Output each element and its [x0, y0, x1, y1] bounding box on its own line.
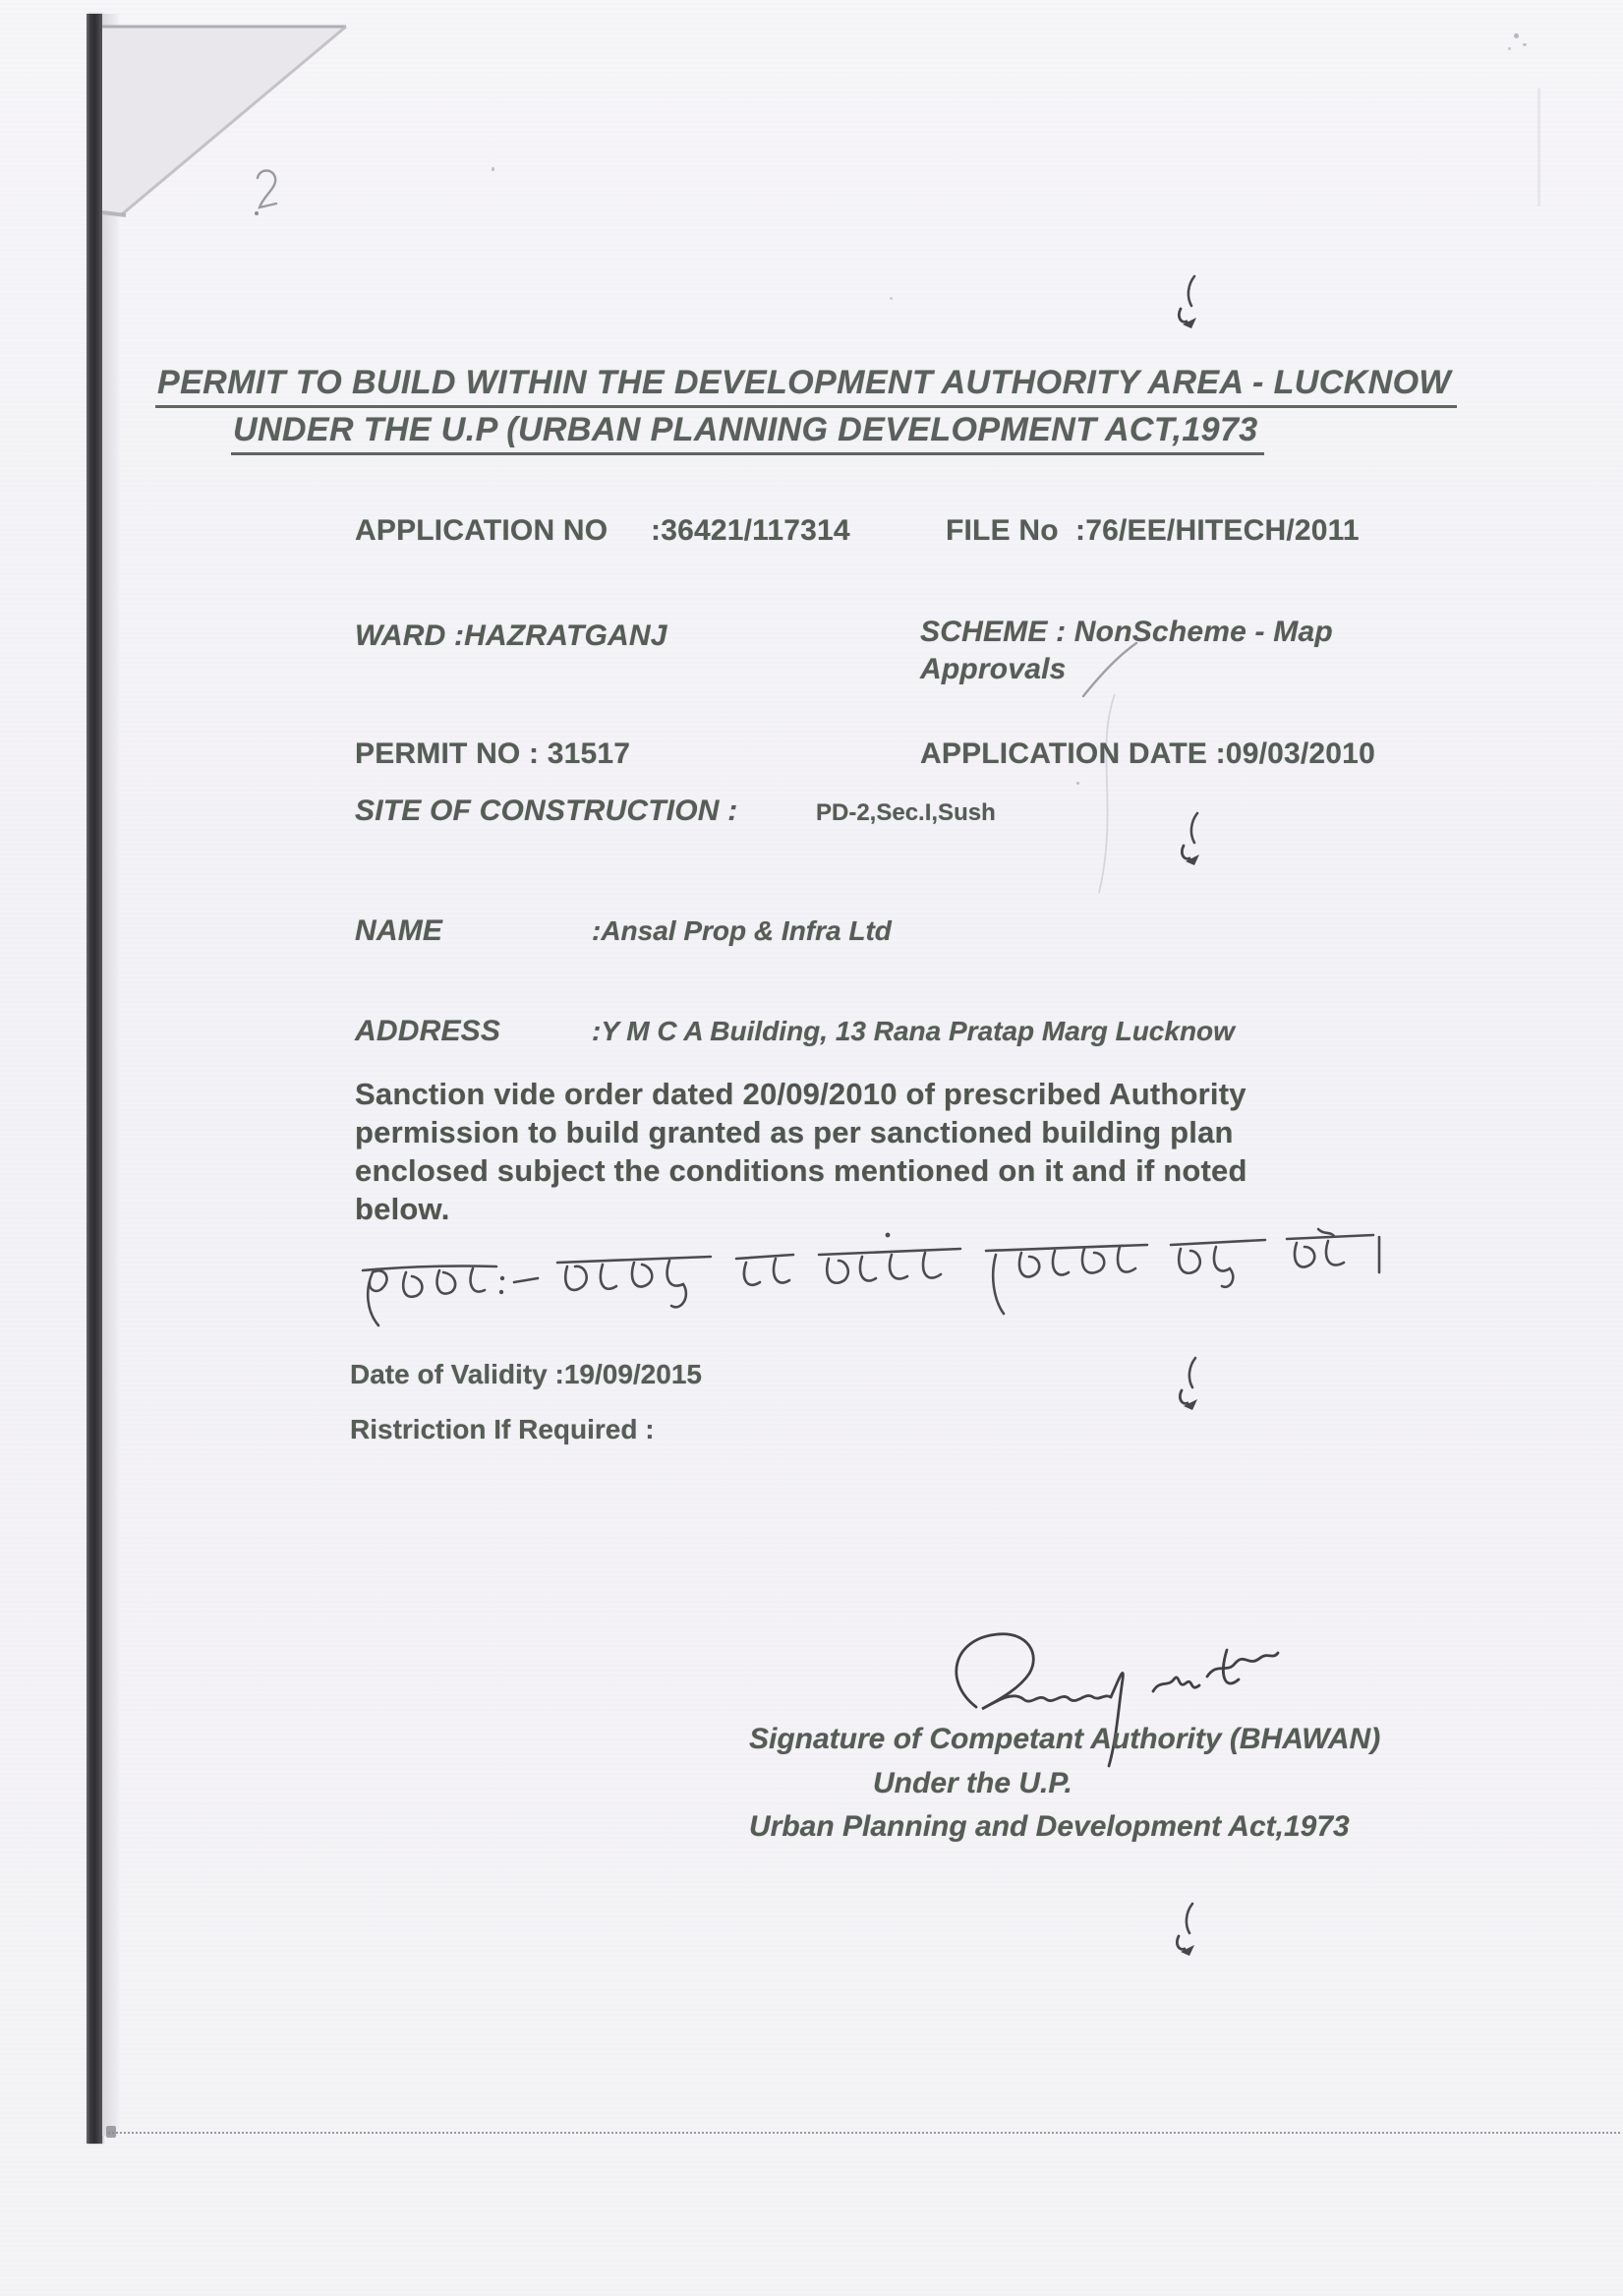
handwritten-faint-stroke — [1091, 690, 1130, 899]
scan-bottom-edge-dotted-line — [108, 2132, 1620, 2134]
signature-caption-act-line2: Urban Planning and Development Act,1973 — [749, 1810, 1350, 1843]
application-date-field: APPLICATION DATE :09/03/2010 — [920, 737, 1375, 770]
signature-caption-act-line1: Under the U.P. — [873, 1767, 1072, 1799]
paper-speck — [1514, 33, 1519, 38]
ink-artifact — [1171, 1901, 1204, 1956]
scheme-field-line2: Approvals — [920, 653, 1067, 685]
signature-caption: Signature of Competant Authority (BHAWAN) — [749, 1723, 1381, 1755]
restriction-field: Ristriction If Required : — [350, 1414, 655, 1444]
stray-pen-mark — [248, 165, 287, 220]
ink-artifact — [1176, 810, 1209, 865]
address-label: ADDRESS — [355, 1015, 501, 1047]
ink-artifact — [1174, 1355, 1207, 1410]
sanction-paragraph-line4: below. — [355, 1192, 450, 1226]
paper-speck — [492, 167, 494, 171]
paper-speck — [1076, 782, 1079, 785]
scheme-field-line1: SCHEME : NonScheme - Map — [920, 616, 1333, 648]
application-no-label: APPLICATION NO — [355, 514, 609, 547]
paper-speck — [1523, 43, 1527, 46]
scan-corner-fold — [94, 18, 370, 229]
scan-bottom-edge-mark — [106, 2126, 116, 2138]
handwritten-note — [349, 1227, 1391, 1337]
file-no-label: FILE No — [946, 514, 1059, 547]
ward-field: WARD :HAZRATGANJ — [355, 619, 667, 652]
paper-streak — [1537, 88, 1540, 206]
site-of-construction-label: SITE OF CONSTRUCTION : — [355, 795, 738, 827]
scan-left-edge-shadow — [102, 14, 120, 2136]
scan-left-edge-strip — [87, 14, 102, 2144]
document-title-line2: UNDER THE U.P (URBAN PLANNING DEVELOPMENT ACT,1973 — [231, 411, 1264, 455]
name-value: :Ansal Prop & Infra Ltd — [592, 915, 892, 946]
application-no-value: :36421/117314 — [651, 514, 850, 547]
permit-no-field: PERMIT NO : 31517 — [355, 737, 631, 770]
paper-speck — [890, 297, 893, 300]
file-no-value: :76/EE/HITECH/2011 — [1075, 514, 1360, 547]
paper-speck — [1508, 47, 1511, 50]
sanction-paragraph-line1: Sanction vide order dated 20/09/2010 of prescribed Authority — [355, 1077, 1246, 1111]
sanction-paragraph-line3: enclosed subject the conditions mentioned on it and if noted — [355, 1153, 1247, 1188]
ink-artifact — [1173, 273, 1206, 328]
address-value: :Y M C A Building, 13 Rana Pratap Marg Lucknow — [592, 1016, 1235, 1046]
site-of-construction-value: PD-2,Sec.I,Sush — [816, 799, 996, 826]
name-label: NAME — [355, 914, 443, 947]
date-of-validity-field: Date of Validity :19/09/2015 — [350, 1359, 702, 1389]
document-title-line1: PERMIT TO BUILD WITHIN THE DEVELOPMENT AUTHORITY AREA - LUCKNOW — [155, 364, 1457, 408]
sanction-paragraph-line2: permission to build granted as per sanctioned building plan — [355, 1115, 1234, 1149]
